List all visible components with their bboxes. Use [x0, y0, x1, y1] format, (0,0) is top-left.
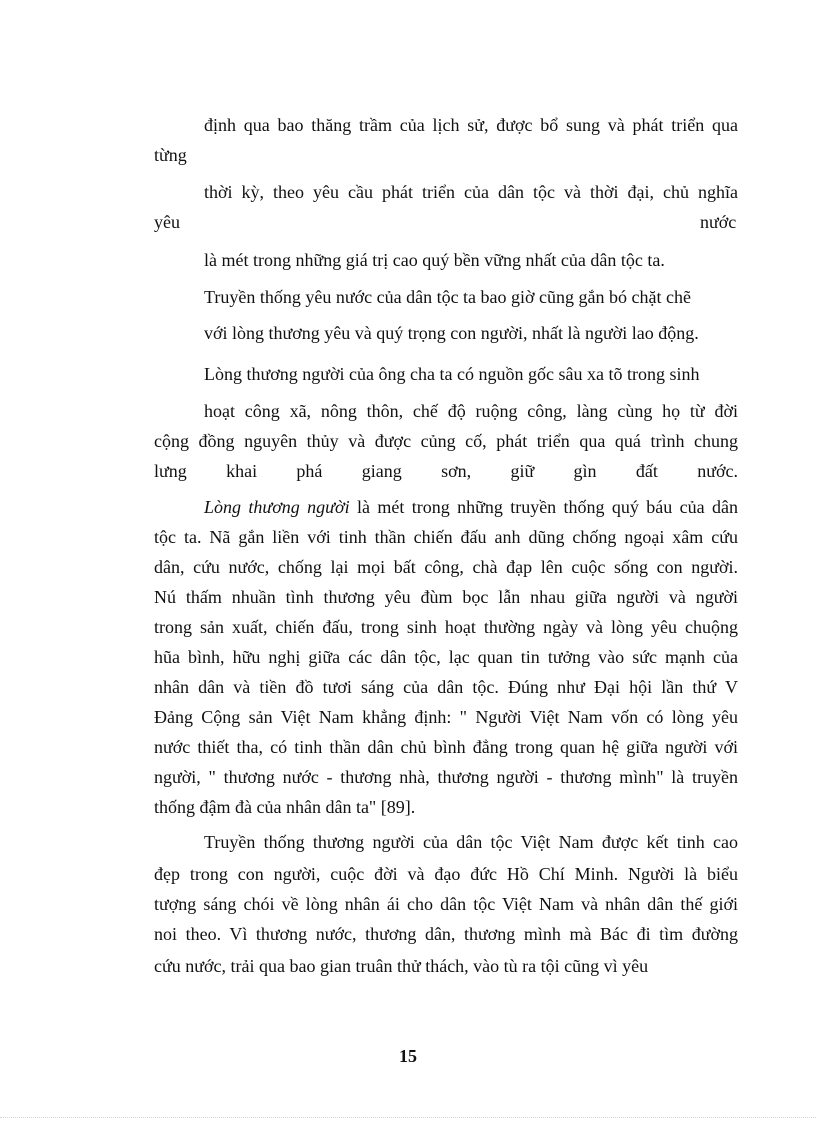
text-line: định qua bao thăng trầm của lịch sử, được bổ sung và phát triển qua — [204, 115, 738, 135]
text-line: người, " thương nước - thương nhà, thương người - thương mình" là truyền — [154, 767, 738, 787]
text-line: nước — [700, 212, 737, 232]
text-line: noi theo. Vì thương nước, thương dân, thương mình mà Bác đi tìm đường — [154, 924, 738, 944]
text-line: Truyền thống thương người của dân tộc Việt Nam được kết tinh cao — [204, 832, 738, 852]
text-line: Lòng thương người của ông cha ta có nguồn gốc sâu xa tõ trong sinh — [204, 364, 700, 384]
text-line: Nú thấm nhuần tình thương yêu đùm bọc lẫn nhau giữa người và người — [154, 587, 738, 607]
text-span: là mét trong những truyền thống quý báu của dân — [356, 497, 738, 517]
text-line: dân, cứu nước, chống lại mọi bất công, chà đạp lên cuộc sống con người. — [154, 557, 738, 577]
text-line: tộc ta. Nã gắn liền với tinh thần chiến đấu anh dũng chống ngoại xâm cứu — [154, 527, 738, 547]
page-number: 15 — [399, 1046, 417, 1066]
text-line: từng — [154, 145, 187, 165]
text-line: thời kỳ, theo yêu cầu phát triển của dân tộc và thời đại, chủ nghĩa — [204, 182, 738, 202]
text-line: với lòng thương yêu và quý trọng con người, nhất là người lao động. — [204, 323, 699, 343]
italic-phrase: Lòng thương người — [204, 497, 350, 517]
page-bottom-divider — [0, 1117, 816, 1118]
text-line: lưng khai phá giang sơn, giữ gìn đất nước. — [154, 461, 738, 481]
text-line: trong sản xuất, chiến đấu, trong sinh hoạt thường ngày và lòng yêu chuộng — [154, 617, 738, 637]
text-line: cộng đồng nguyên thủy và được củng cố, phát triển qua quá trình chung — [154, 431, 738, 451]
text-line: đẹp trong con người, cuộc đời và đạo đức Hồ Chí Minh. Người là biểu — [154, 864, 738, 884]
text-line: hũa bình, hữu nghị giữa các dân tộc, lạc quan tin tưởng vào sức mạnh của — [154, 647, 738, 667]
text-line: thống đậm đà của nhân dân ta" [89]. — [154, 797, 416, 817]
text-line: Truyền thống yêu nước của dân tộc ta bao giờ cũng gắn bó chặt chẽ — [204, 287, 691, 307]
text-line — [204, 497, 738, 518]
text-line: cứu nước, trải qua bao gian truân thử thách, vào tù ra tội cũng vì yêu — [154, 956, 649, 976]
text-line: nhân dân và tiền đồ tươi sáng của dân tộc. Đúng như Đại hội lần thứ V — [154, 677, 738, 697]
text-line: yêu — [154, 212, 180, 232]
text-line: tượng sáng chói về lòng nhân ái cho dân tộc Việt Nam và nhân dân thế giới — [154, 894, 738, 914]
text-line: nước thiết tha, có tinh thần dân chủ bình đẳng trong quan hệ giữa người với — [154, 737, 738, 757]
text-line: là mét trong những giá trị cao quý bền vững nhất của dân tộc ta. — [204, 250, 665, 270]
text-line: Đảng Cộng sản Việt Nam khẳng định: " Người Việt Nam vốn có lòng yêu — [154, 707, 738, 727]
text-line: hoạt công xã, nông thôn, chế độ ruộng công, làng cùng họ từ đời — [204, 401, 738, 421]
